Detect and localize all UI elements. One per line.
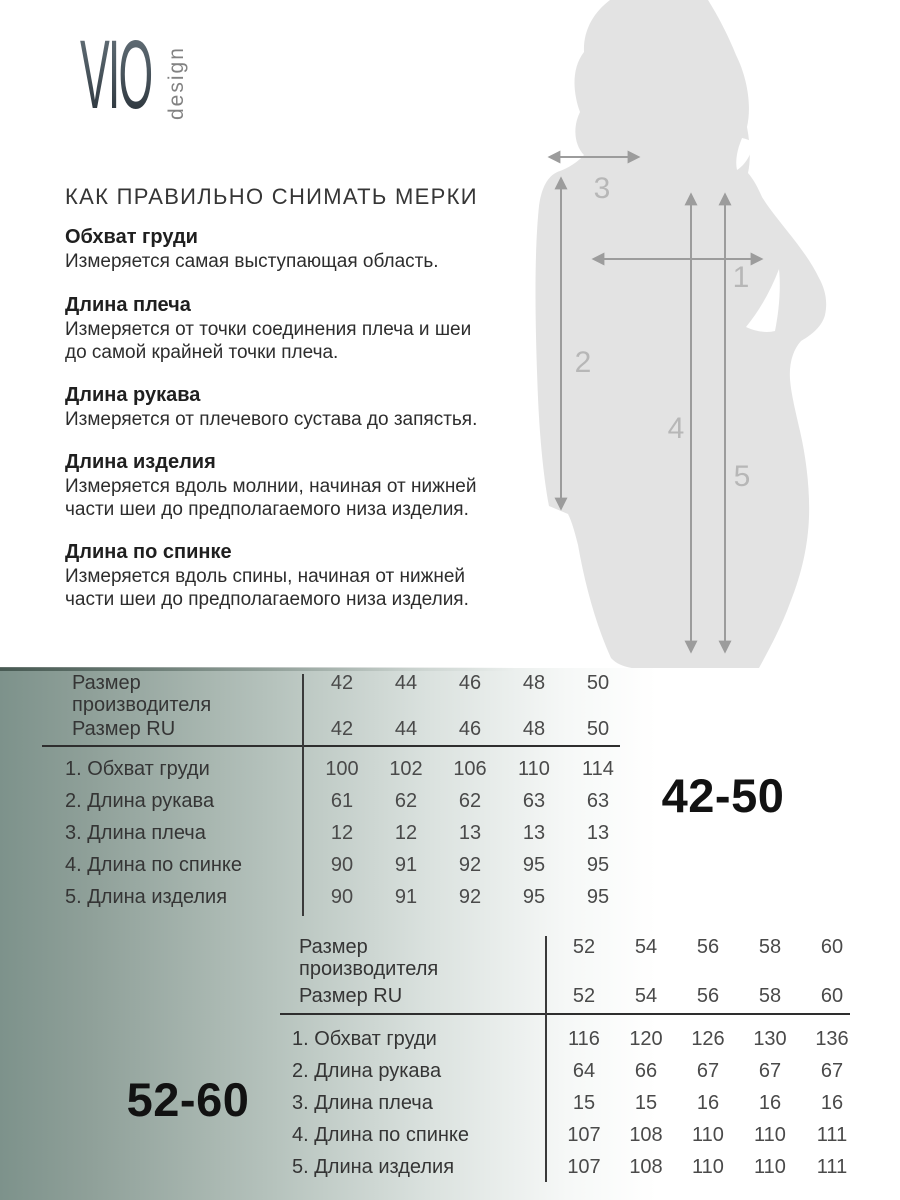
row-label: 1. Обхват груди <box>65 758 210 780</box>
cell-value: 13 <box>522 822 546 844</box>
cell-value: 67 <box>758 1060 782 1082</box>
instruction-text: Измеряется самая выступающая область. <box>65 251 439 272</box>
cell-value: 15 <box>634 1092 658 1114</box>
cell-value: 16 <box>758 1092 782 1114</box>
cell-value: 108 <box>629 1124 663 1146</box>
cell-value: 95 <box>586 886 610 908</box>
cell-value: 16 <box>696 1092 720 1114</box>
cell-value: 90 <box>330 854 354 876</box>
instruction-chest <box>65 225 545 274</box>
row-label: 4. Длина по спинке <box>292 1124 470 1146</box>
cell-value: 110 <box>754 1124 786 1146</box>
cell-value: 56 <box>696 985 720 1007</box>
table-row-manufacturer-size <box>65 672 630 716</box>
cell-value: 126 <box>691 1028 725 1050</box>
cell-value: 90 <box>330 886 354 908</box>
cell-value: 120 <box>629 1028 663 1050</box>
figure-label-3: 3 <box>593 172 611 205</box>
figure-label-5: 5 <box>733 460 751 493</box>
cell-value: 44 <box>394 672 418 694</box>
cell-value: 110 <box>692 1156 724 1178</box>
instruction-item-length <box>65 450 545 521</box>
cell-value: 54 <box>634 936 658 958</box>
cell-value: 107 <box>567 1156 601 1178</box>
row-label: Размер RU <box>72 718 176 740</box>
cell-value: 46 <box>458 672 482 694</box>
cell-value: 91 <box>394 854 418 876</box>
cell-value: 52 <box>572 985 596 1007</box>
instruction-title: Длина изделия <box>65 451 216 473</box>
cell-value: 130 <box>753 1028 787 1050</box>
cell-value: 60 <box>820 985 844 1007</box>
cell-value: 63 <box>522 790 546 812</box>
table-horizontal-divider <box>280 1013 850 1015</box>
instruction-text: Измеряется вдоль спины, начиная от нижней <box>65 566 466 587</box>
instruction-title: Длина плеча <box>65 294 191 316</box>
table-vertical-divider <box>545 936 547 1182</box>
row-label: 5. Длина изделия <box>65 886 228 908</box>
size-table-42-50 <box>65 672 630 913</box>
table-row-shoulder <box>292 1087 863 1119</box>
brand-logo <box>80 20 220 129</box>
cell-value: 58 <box>758 985 782 1007</box>
cell-value: 66 <box>634 1060 658 1082</box>
cell-value: 95 <box>586 854 610 876</box>
cell-value: 67 <box>820 1060 844 1082</box>
woman-silhouette <box>536 0 827 670</box>
table-row-ru-size <box>65 716 630 742</box>
table-vertical-divider <box>302 674 304 916</box>
cell-value: 12 <box>394 822 418 844</box>
instruction-text: части шеи до предполагаемого низа изделия. <box>65 498 469 520</box>
instruction-text: до самой крайней точки плеча. <box>65 341 339 363</box>
table-horizontal-divider <box>42 745 620 747</box>
table-row-chest <box>65 753 630 785</box>
cell-value: 110 <box>518 758 550 780</box>
cell-value: 136 <box>815 1028 849 1050</box>
cell-value: 12 <box>330 822 354 844</box>
cell-value: 116 <box>568 1028 600 1050</box>
table-row-shoulder <box>65 817 630 849</box>
table-row-ru-size <box>292 982 863 1010</box>
cell-value: 50 <box>586 718 610 740</box>
cell-value: 46 <box>458 718 482 740</box>
table-row-sleeve <box>65 785 630 817</box>
cell-value: 114 <box>582 758 614 780</box>
instruction-title: Обхват груди <box>65 226 198 248</box>
instruction-text: части шеи до предполагаемого низа изделия. <box>65 588 469 610</box>
table-row-sleeve <box>292 1055 863 1087</box>
cell-value: 92 <box>458 886 482 908</box>
row-label: 1. Обхват груди <box>292 1028 437 1050</box>
figure-label-1: 1 <box>732 261 750 294</box>
instruction-text: Измеряется вдоль молнии, начиная от нижней <box>65 476 477 497</box>
instruction-shoulder <box>65 293 545 364</box>
instruction-text: Измеряется от точки соединения плеча и шеи <box>65 319 472 340</box>
cell-value: 95 <box>522 886 546 908</box>
cell-value: 61 <box>330 790 354 812</box>
cell-value: 95 <box>522 854 546 876</box>
row-label: 3. Длина плеча <box>65 822 206 844</box>
cell-value: 102 <box>389 758 423 780</box>
cell-value: 110 <box>692 1124 724 1146</box>
figure-label-2: 2 <box>574 346 592 379</box>
cell-value: 56 <box>696 936 720 958</box>
cell-value: 54 <box>634 985 658 1007</box>
size-table-52-60 <box>292 936 863 1183</box>
cell-value: 48 <box>522 718 546 740</box>
table-row-back <box>292 1119 863 1151</box>
row-label: 5. Длина изделия <box>292 1156 455 1178</box>
cell-value: 58 <box>758 936 782 958</box>
row-label: Размер производителя <box>299 936 439 980</box>
cell-value: 106 <box>453 758 487 780</box>
brand-logo-subtext: design <box>165 46 188 120</box>
row-label: 2. Длина рукава <box>65 790 215 812</box>
cell-value: 111 <box>816 1156 848 1178</box>
cell-value: 52 <box>572 936 596 958</box>
cell-value: 60 <box>820 936 844 958</box>
page-title: КАК ПРАВИЛЬНО СНИМАТЬ МЕРКИ <box>65 184 478 209</box>
measurement-figure <box>520 0 900 670</box>
figure-label-4: 4 <box>667 412 685 445</box>
cell-value: 48 <box>522 672 546 694</box>
cell-value: 16 <box>820 1092 844 1114</box>
instruction-sleeve <box>65 383 545 432</box>
cell-value: 15 <box>572 1092 596 1114</box>
gradient-band-top-edge <box>0 667 515 671</box>
cell-value: 108 <box>629 1156 663 1178</box>
cell-value: 92 <box>458 854 482 876</box>
cell-value: 110 <box>754 1156 786 1178</box>
cell-value: 50 <box>586 672 610 694</box>
brand-logo-text: VIO <box>80 20 152 129</box>
instruction-title: Длина рукава <box>65 384 201 406</box>
instruction-text: Измеряется от плечевого сустава до запястья. <box>65 409 478 430</box>
cell-value: 13 <box>586 822 610 844</box>
row-label: Размер производителя <box>72 672 212 716</box>
instruction-title: Длина по спинке <box>65 541 232 563</box>
cell-value: 100 <box>325 758 359 780</box>
row-label: 4. Длина по спинке <box>65 854 243 876</box>
row-label: Размер RU <box>299 985 403 1007</box>
table-row-manufacturer-size <box>292 936 863 982</box>
cell-value: 91 <box>394 886 418 908</box>
cell-value: 67 <box>696 1060 720 1082</box>
cell-value: 107 <box>567 1124 601 1146</box>
size-range-52-60: 52-60 <box>126 1073 250 1126</box>
cell-value: 63 <box>586 790 610 812</box>
cell-value: 111 <box>816 1124 848 1146</box>
cell-value: 64 <box>572 1060 596 1082</box>
table-row-back <box>65 849 630 881</box>
cell-value: 13 <box>458 822 482 844</box>
row-label: 2. Длина рукава <box>292 1060 442 1082</box>
cell-value: 44 <box>394 718 418 740</box>
cell-value: 62 <box>458 790 482 812</box>
table-row-length <box>292 1151 863 1183</box>
size-range-42-50: 42-50 <box>661 769 785 822</box>
cell-value: 42 <box>330 672 354 694</box>
table-row-length <box>65 881 630 913</box>
row-label: 3. Длина плеча <box>292 1092 433 1114</box>
instruction-back-length <box>65 540 545 611</box>
cell-value: 62 <box>394 790 418 812</box>
table-row-chest <box>292 1023 863 1055</box>
cell-value: 42 <box>330 718 354 740</box>
